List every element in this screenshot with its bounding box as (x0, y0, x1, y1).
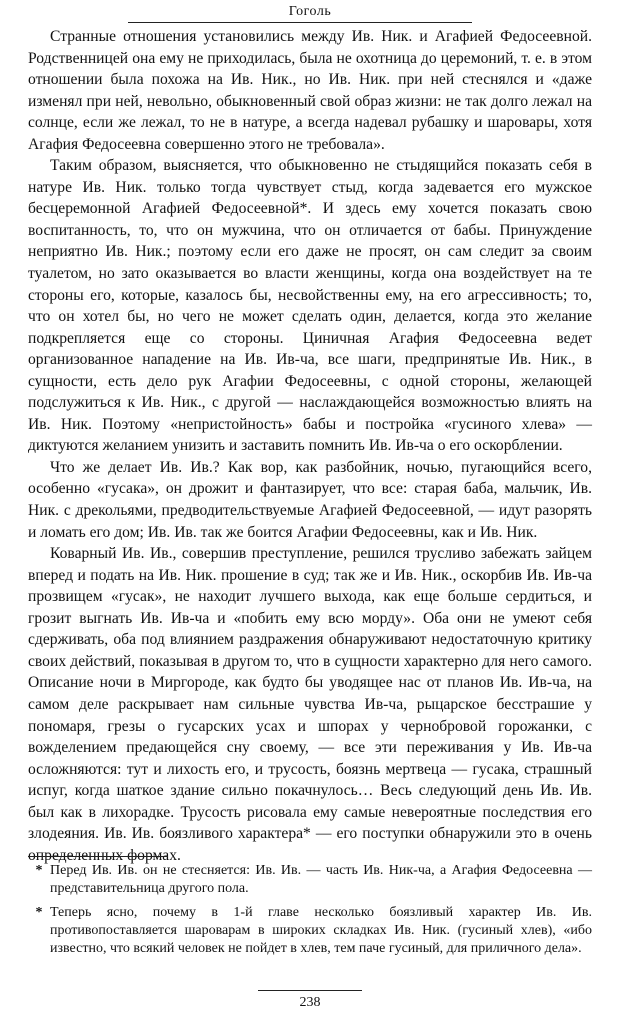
footnote-1 (28, 862, 592, 899)
paragraph-2: Таким образом, выясняется, что обыкновенно не стыдящийся показать себя в натуре Ив. Ник. только тогда чувствует стыд, когда задевается его мужское бесцеремонной Агафией Федосеевной*. И здесь ему хочется показать свою воспитанность, то, что он мужчина, что он отличается от бабы. Принуждение неприятно Ив. Ник.; поэтому если его даже не просят, он сам следит за своим туалетом, но зато оказывается во власти женщины, когда она воздействует на те стороны его, которые, казалось бы, несвойственны ему, на его агрессивность; то, что он хотел бы, но чего не может сделать один, делается, когда это желание подкрепляется еще со стороны. Циничная Агафия Федосеевна ведет организованное нападение на Ив. Ив-ча, все шаги, предпринятые Ив. Ник., в сущности, есть дело рук Агафии Федосеевны, с одной стороны, желающей подслужиться к Ив. Ник., с другой — наслаждающейся возможностью влиять на Ив. Ник. Поэтому «непристойность» бабы и постройка «гусиного хлева» — диктуются желанием унизить и заставить помнить Ив. Ив-ча о его оскорблении. (28, 157, 592, 455)
footnote-marker: * (35, 904, 43, 920)
paragraph-3: Что же делает Ив. Ив.? Как вор, как разбойник, ночью, пугающийся всего, особенно «гусака», он дрожит и фантазирует, что все: старая баба, мальчик, Ив. Ник. с дрекольями, предводительствуемые Агафией Федосеевной, — идут разорять и ломать его дом; Ив. Ив. так же боится Агафии Федосеевны, как и Ив. Ник. (28, 458, 592, 541)
footnote-rule (28, 856, 168, 857)
paragraph-4: Коварный Ив. Ив., совершив преступление, решился трусливо забежать зайцем вперед и подать на Ив. Ник. прошение в суд; так же и Ив. Ник., оскорбив Ив. Ив-ча прозвищем «гусак», не находит лучшего выхода, как еще больше сердиться, и грозит выгнать Ив. Ив-ча и «побить ему всю морду». Оба они не умеют себя сдерживать, оба под влиянием раздражения обнаруживают недостаточную критику своих действий, показывая в другом то, что в сущности характерно для него самого. Описание ночи в Миргороде, как будто бы уводящее нас от планов Ив. Ив-ча, на самом деле раскрывает нам сильные чувства Ив-ча, рыцарское бесстрашие у пономаря, грезы о гусарских усах и шпорах у чернобровой горожанки, с вожделением предающейся сну своему, — все эти переживания у Ив. Ив-ча осложняются: тут и лихость его, и трусость, боязнь мертвеца — гусака, страшный испуг, когда шаткое здание сильно покачнулось… Весь следующий день Ив. Ив. был как в лихорадке. Трусость рисовала ему самые невероятные последствия его злодеяния. Ив. Ив. боязливого характера* — его поступки обнаружили это в очень определенных формах. (28, 545, 592, 864)
page-number: 238 (299, 995, 321, 1010)
running-header: Гоголь (288, 4, 332, 19)
footnote-text: Перед Ив. Ив. он не стесняется: Ив. Ив. — часть Ив. Ник-ча, а Агафия Федосеевна — представительница другого пола. (50, 863, 592, 897)
footnote-marker: * (35, 863, 43, 878)
footnotes (28, 862, 592, 963)
folio-rule (258, 990, 362, 991)
footnote-2 (28, 904, 592, 959)
footnote-text: Теперь ясно, почему в 1-й главе несколько боязливый характер Ив. Ив. противопоставляется шароварам в широких складках Ив. Ник. (гусиный хлев), «ибо известно, что всякий человек не пойдет в хлев, тем паче гусиный, для приличного дела». (50, 904, 592, 957)
paragraph-1: Странные отношения установились между Ив. Ник. и Агафией Федосеевной. Родственницей она ему не приходилась, была не охотница до церемоний, т. е. в этом отношении была похожа на Ив. Ник., но Ив. Ник. при ней стеснялся и «даже изменял при ней, невольно, обыкновенный свой образ жизни: не так долго лежал на солнце, если же лежал, то не в натуре, а всегда надевал рубашку и шаровары, хотя Агафия Федосеевна совершенно этого не требовала». (28, 28, 592, 153)
main-text (28, 26, 592, 866)
header-rule (128, 22, 472, 23)
